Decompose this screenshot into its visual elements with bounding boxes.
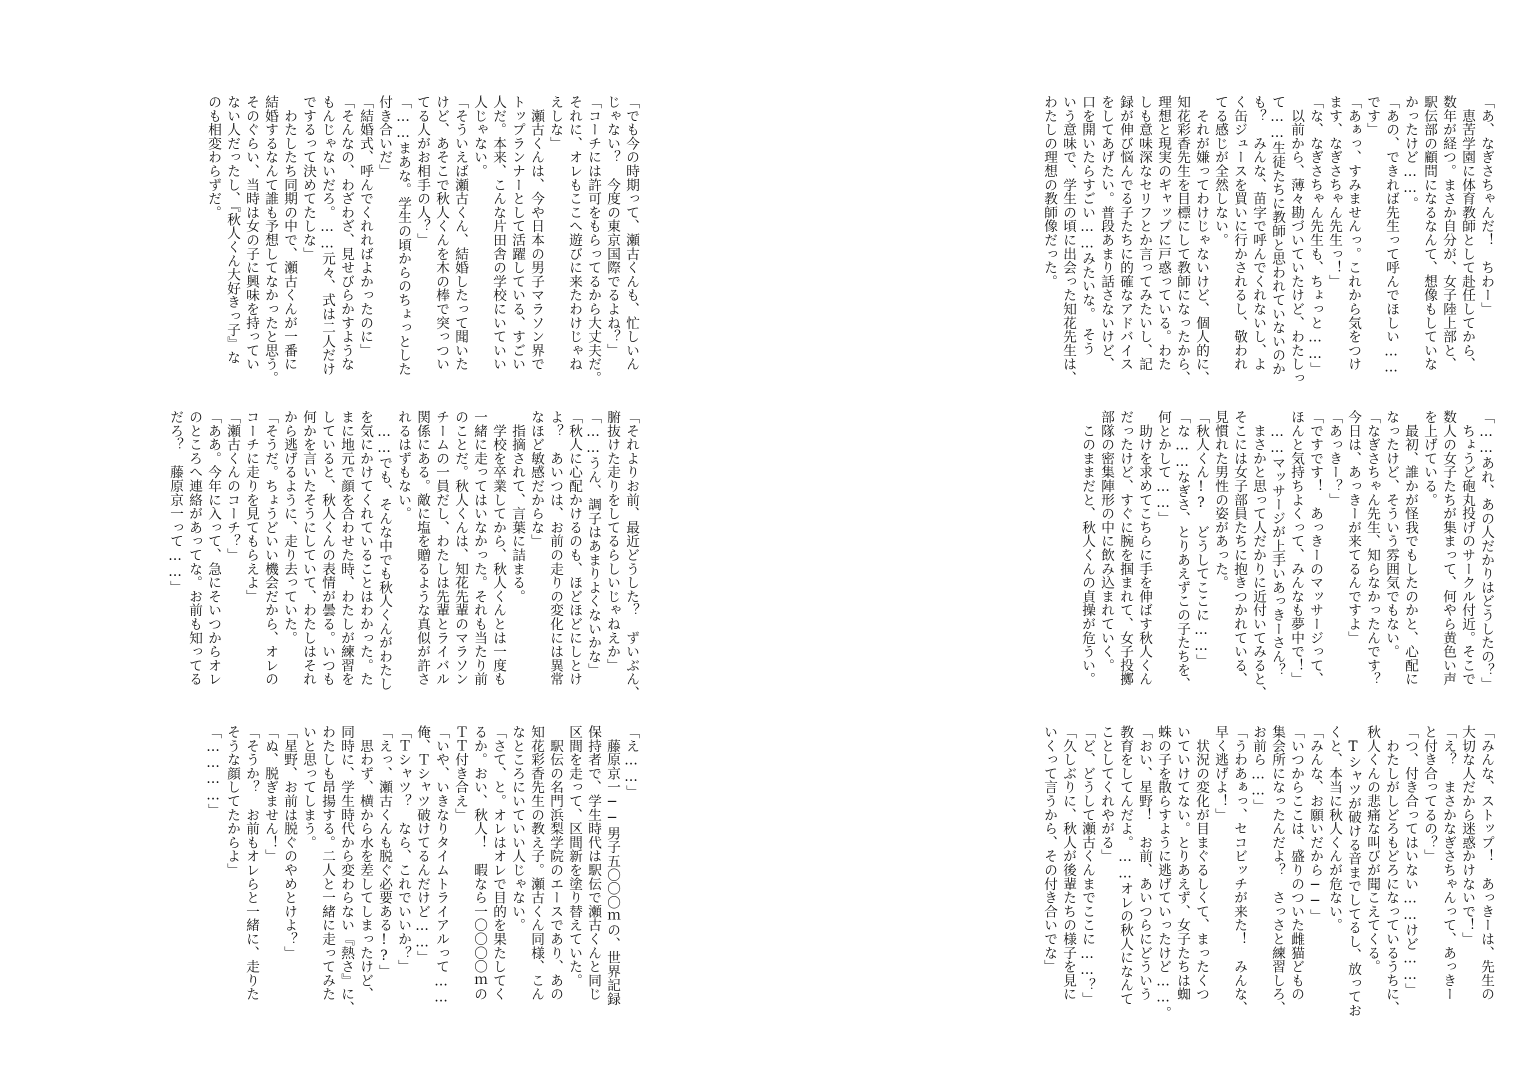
text-line: コーチに走りを見てもらえよ」 — [243, 410, 259, 604]
text-line: から逃げるように、走り去っていた。 — [281, 410, 297, 645]
text-line: わたしも昂揚する。二人と一緒に走ってみた — [319, 725, 335, 1001]
text-line: なったけど、そういう雰囲気でもない。 — [1383, 410, 1399, 659]
text-line: 「つ、付き合ってはいない……けど……」 — [1402, 725, 1418, 997]
text-line: えしな」 — [547, 95, 563, 151]
text-line: 「秋人くん!? どうしてここに……」 — [1193, 410, 1209, 668]
text-line: 大切な人だから迷惑かけないで！」 — [1459, 725, 1475, 946]
text-line: トップランナーとして活躍している、すごい — [509, 95, 525, 371]
text-line: 結婚するなんて誰も予想してなかったと思う。 — [262, 95, 278, 385]
text-line: をしてあげたい。普段あまり話さないけど、 — [1098, 95, 1114, 371]
text-line: ます、なぎさちゃん先生っ！」 — [1326, 95, 1342, 289]
text-line: わたしがしどろもどろになっているうちに、 — [1383, 725, 1399, 1015]
text-line: 早く逃げよ！」 — [1212, 725, 1228, 822]
text-line: そのぐらい、当時は女の子に興味を持ってい — [243, 95, 259, 371]
text-line: 「でも今の時期って、瀬古くんも、忙しいん — [623, 95, 639, 371]
text-line: わたしたち同期の中で、瀬古くんが一番に — [281, 95, 297, 371]
text-line: 「……まあな。学生の頃からのちょっとした — [395, 95, 411, 376]
text-line: 「いつからここは、盛りのついた雌猫どもの — [1288, 725, 1304, 1001]
text-line: 知花彩香先生を目標にして教師になったから、 — [1174, 95, 1190, 385]
text-line: 見慣れた男性の姿があった。 — [1212, 410, 1228, 590]
text-line: 「いや、いきなりタイムトライアルって…… — [433, 725, 449, 1006]
text-line: それが嫌ってわけじゃないけど、個人的に、 — [1193, 95, 1209, 385]
text-line: そこには女子部員たちに抱きつかれている、 — [1231, 410, 1247, 686]
text-line: 瀬古くんは、今や日本の男子マラソン界で — [528, 95, 544, 371]
text-line: 何とかして……」 — [1155, 410, 1171, 526]
text-line: 理想と現実のギャップに戸惑っている。わた — [1155, 95, 1171, 371]
text-line: です」 — [1364, 95, 1380, 137]
text-line: 今日は、あっきーが来てるんですよ」 — [1345, 410, 1361, 645]
text-line: 「おい、星野！ お前、あいつらにどういう — [1136, 725, 1152, 1001]
text-line: 「あ、なぎさちゃんだ！ ちわー」 — [1478, 95, 1494, 316]
text-line: いう意味で、学生の頃に出会った知花先生は、 — [1060, 95, 1076, 385]
text-line: 「ぬ、脱ぎません！」 — [262, 725, 278, 863]
text-line: だろ？ 藤原京一って……」 — [167, 410, 183, 595]
text-line: 「……うん、調子はあまりよくないかな」 — [585, 410, 601, 677]
text-line: 「…………」 — [205, 725, 221, 818]
text-line: なところにいていい人じゃない。 — [509, 725, 525, 932]
text-line: のことだ。秋人くんは、知花先輩のマラソン — [452, 410, 468, 686]
text-line: だったけど、すぐに腕を掴まれて、女子投擲 — [1117, 410, 1133, 686]
text-line: 「秋人に心配かけるのも、ほどほどにしとけ — [566, 410, 582, 686]
text-line: 口を開いたらすごい……みたいな。 そう — [1079, 95, 1095, 356]
text-line: 俺、Ｔシャツ破けてるんだけど……」 — [414, 725, 430, 965]
text-line: 「コーチには許可をもらってるから大丈夫だ。 — [585, 95, 601, 385]
right-page-top-block — [905, 95, 1495, 385]
left-page-bottom-block — [80, 725, 640, 1015]
left-page-middle-block — [80, 410, 640, 700]
text-line: 「そうだ。ちょうどいい機会だから、オレの — [262, 410, 278, 686]
text-line: 学校を卒業してから、秋人くんとは一度も — [490, 410, 506, 686]
text-line: てる感じが全然しない。 — [1212, 95, 1228, 247]
text-line: ことしてくれやがる」 — [1098, 725, 1114, 863]
text-line: じゃない？ 今度の東京国際でるよね？」 — [604, 95, 620, 358]
text-line: かったけど……。 — [1402, 95, 1418, 211]
text-line: このままだと、秋人くんの貞操が危うい。 — [1079, 410, 1095, 686]
text-line: 「な、なぎさちゃん先生も、ちょっと……」 — [1307, 95, 1323, 376]
text-line: 何かを言いたそうにしていて、わたしはそれ — [300, 410, 316, 686]
text-line: 一緒に走ってはいなかった。それも当たり前 — [471, 410, 487, 686]
text-line: チームの一員だし、わたしは先輩とライバル — [433, 410, 449, 686]
text-line: 腑抜けた走りをしてるらしいじゃねえか」 — [604, 410, 620, 673]
text-line: していると、秋人くんの表情が曇る。いつも — [319, 410, 335, 686]
right-page-bottom-block — [905, 725, 1495, 1020]
text-line: 「え？ まさかなぎさちゃんって、あっきー — [1440, 725, 1456, 1001]
text-line: と付き合ってるの？」 — [1421, 725, 1437, 863]
text-line: いと思ってしまう。 — [300, 725, 316, 850]
text-line: いくって言うから、その付き合いでな」 — [1041, 725, 1057, 974]
text-line: 恵苦学園に体育教師として赴任してから、 — [1459, 95, 1475, 371]
text-line: 「あぁっ、すみませんっ。これから気をつけ — [1345, 95, 1361, 371]
text-line: 「あの、できれば先生って呼んでほしい…… — [1383, 95, 1399, 376]
text-line: けど、あそこで秋人くんを木の棒で突っつい — [433, 95, 449, 371]
text-line: 「久しぶりに、秋人が後輩たちの様子を見に — [1060, 725, 1076, 1001]
text-line: のところへ連絡があってな。お前も知ってる — [186, 410, 202, 686]
text-line: ＴＴ付き合え」 — [452, 725, 468, 822]
text-line: 区間を走って、区間新を塗り替えていた。 — [566, 725, 582, 988]
text-line: まに地元で顔を合わせた時、わたしが練習を — [338, 410, 354, 686]
text-line: 「そんなの、わざわざ、見せびらかすような — [338, 95, 354, 371]
text-line: 「……あれ、あの人だかりはどうしたの？」 — [1478, 410, 1494, 691]
text-line: るか。おい、秋人！ 暇なら一〇〇〇〇ｍの — [471, 725, 487, 1001]
text-line: 状況の変化が目まぐるしくて、まったくつ — [1193, 725, 1209, 1001]
text-line: 「さて、と。オレはオレで目的を果たしてく — [490, 725, 506, 1001]
text-line: 「えっ、瀬古くんも脱ぐ必要ある!?」 — [376, 725, 392, 979]
left-page-top-block — [80, 95, 640, 385]
text-line: よ？ あいつは、お前の走りの変化には異常 — [547, 410, 563, 686]
text-line: ……マッサージが上手いあっきーさん？ — [1269, 410, 1285, 677]
text-line: 駅伝部の顧問になるなんて、想像もしていな — [1421, 95, 1437, 371]
text-line: 駅伝の名門浜梨学院のエースであり、あの — [547, 725, 563, 1001]
text-line: て……生徒たちに教師と思われていないのか — [1269, 95, 1285, 376]
text-line: 「え……」 — [623, 725, 639, 799]
text-line: 数人の女子たちが集まって、何やら黄色い声 — [1440, 410, 1456, 686]
text-line: 「結婚式、呼んでくれればよかったのに」 — [357, 95, 373, 358]
text-line: 集会所になったんだよ？ さっさと練習しろ、 — [1269, 725, 1285, 1015]
text-line: いていけてない。とりあえず、女子たちは蜘 — [1174, 725, 1190, 1001]
text-line: まさかと思って人だかりに近付いてみると、 — [1250, 410, 1266, 700]
text-line: 「ああ。今年に入って、急にそいつからオレ — [205, 410, 221, 686]
text-line: なほど敏感だからな」 — [528, 410, 544, 548]
text-line: お前ら……」 — [1250, 725, 1266, 813]
text-line: わたしの理想の教師像だった。 — [1041, 95, 1057, 289]
text-line: 録が伸び悩んでる子たちに的確なアドバイス — [1117, 95, 1133, 371]
text-line: 関係にある。敵に塩を贈るような真似が許さ — [414, 410, 430, 686]
right-page — [765, 0, 1530, 1080]
text-line: 「それよりお前、最近どうした？ ずいぶん、 — [623, 410, 639, 700]
text-line: 思わず、横から水を差してしまったけど、 — [357, 725, 373, 1001]
text-line: 部隊の密集陣形の中に飲み込まれていく。 — [1098, 410, 1114, 673]
text-line: 最初、誰かが怪我でもしたのかと、心配に — [1402, 410, 1418, 686]
text-line: でするって決めてたしな」 — [300, 95, 316, 261]
text-line: 指摘されて、言葉に詰まる。 — [509, 410, 525, 604]
text-line: 「なぎさちゃん先生、知らなかったんです？ — [1364, 410, 1380, 686]
text-line: 「Ｔシャツ？ なら、これでいいか？」 — [395, 725, 411, 974]
text-line: 「みんな、お願いだから──」 — [1307, 725, 1323, 923]
text-line: 「瀬古くんのコーチ？」 — [224, 410, 240, 562]
text-line: もんじゃないだろ。……元々、式は二人だけ — [319, 95, 335, 376]
text-line: を気にかけてくれていることはわかった。た — [357, 410, 373, 686]
text-line: 「うわあぁっ、セコビッチが来た！ みんな、 — [1231, 725, 1247, 1015]
text-line: く缶ジュースを買いに行かされるし、敬われ — [1231, 95, 1247, 371]
text-line: 秋人くんの悲痛な叫びが聞こえてくる。 — [1364, 725, 1380, 974]
right-page-middle-block — [1030, 410, 1495, 700]
text-line: それに、オレもここへ遊びに来たわけじゃね — [566, 95, 582, 371]
text-line: 保持者で、学生時代は駅伝で瀬古くんと同じ — [585, 725, 601, 1001]
text-line: ほんと気持ちよくって、みんなも夢中で！」 — [1288, 410, 1304, 686]
text-line: ない人だったし、『秋人くん大好きっ子』な — [224, 95, 240, 365]
text-line: 「みんな、ストップ！ あっきーは、先生の — [1478, 725, 1494, 1001]
text-line: ちょうど砲丸投げのサークル付近。そこで — [1459, 410, 1475, 686]
text-line: 「そういえば瀬古くん、結婚したって聞いた — [452, 95, 468, 371]
text-line: れるはずもない。 — [395, 410, 411, 521]
text-line: を上げている。 — [1421, 410, 1437, 507]
text-line: 蛛の子を散らすように逃げていったけど……。 — [1155, 725, 1171, 1020]
text-line: ……でも、そんな中でも秋人くんがわたし — [376, 410, 392, 691]
text-line: くと、本当に秋人くんが危ない。 — [1326, 725, 1342, 932]
text-line: 同時に、学生時代から変わらない『熱さ』に、 — [338, 725, 354, 1015]
text-line: 知花彩香先生の教え子。瀬古くん同様、こん — [528, 725, 544, 1001]
text-line: しも意味深なセリフとか言ってみたいし、記 — [1136, 95, 1152, 371]
text-line: 教育をしてんだよ。……オレの秋人になんて — [1117, 725, 1133, 1006]
text-line: 「星野、お前は脱ぐのやめとけよ？」 — [281, 725, 297, 960]
text-line: 数年が経つ。まさか自分が、女子陸上部と、 — [1440, 95, 1456, 371]
text-line: てる人がお相手の人？」 — [414, 95, 430, 247]
text-line: のも相変わらずだ。 — [205, 95, 221, 220]
text-line: 付き合いだ」 — [376, 95, 392, 178]
text-line: も？ みんな、苗字で呼んでくれないし、よ — [1250, 95, 1266, 371]
text-line: 「ど、どうして瀬古くんまでここに……？」 — [1079, 725, 1095, 1006]
text-line: 以前から、薄々勘づいていたけど、わたしっ — [1288, 95, 1304, 385]
text-line: 人だ。本来、こんな片田舎の学校にいていい — [490, 95, 506, 371]
text-line: Tシャツが破ける音までしてるし、放ってお — [1345, 725, 1361, 1018]
text-line: 人じゃない。 — [471, 95, 487, 178]
text-line: 藤原京一──男子五〇〇〇ｍの、世界記録 — [604, 725, 620, 1006]
text-line: 助けを求めてこちらに手を伸ばす秋人くん — [1136, 410, 1152, 686]
text-line: 「な……なぎさ、とりあえずこの子たちを、 — [1174, 410, 1190, 691]
text-line: 「あっきー？」 — [1326, 410, 1342, 507]
text-line: 「ですです！ あっきーのマッサージって、 — [1307, 410, 1323, 686]
text-line: そうな顔してたからよ」 — [224, 725, 240, 877]
text-line: 「そうか？ お前もオレらと一緒に、走りた — [243, 725, 259, 1001]
